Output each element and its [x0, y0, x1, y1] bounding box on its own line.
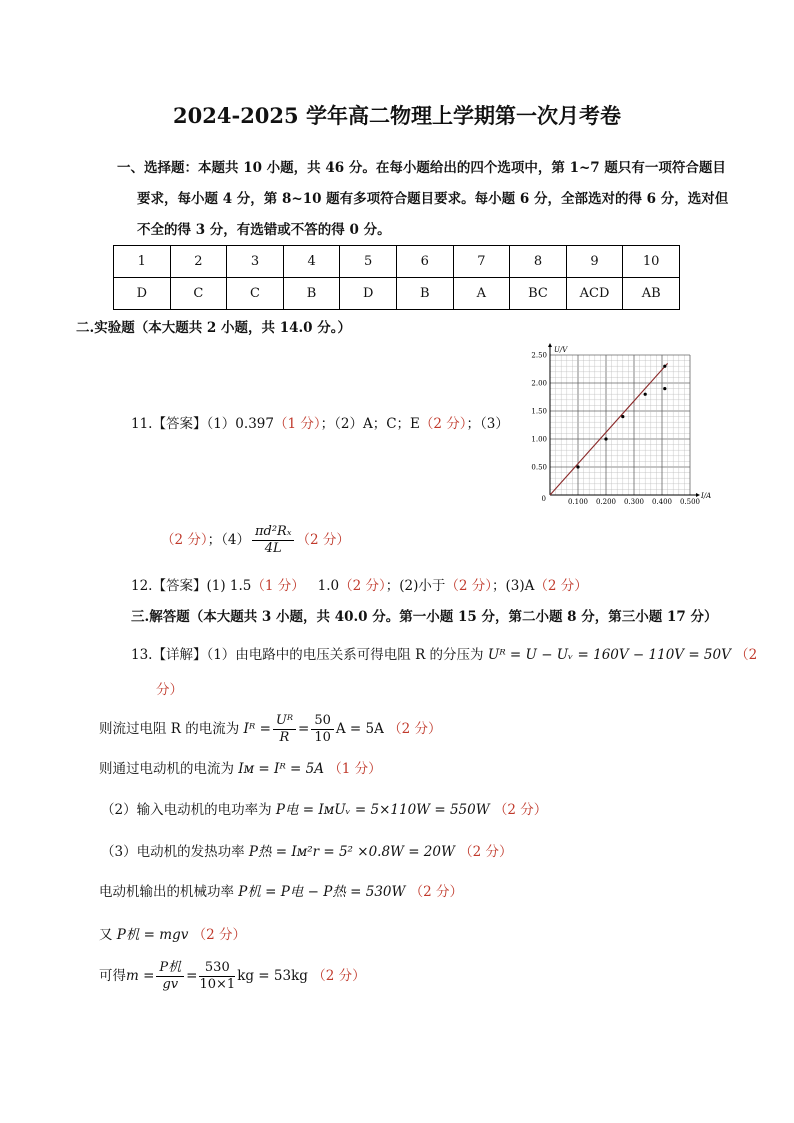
line-im-text: 则通过电动机的电流为	[99, 761, 234, 777]
table-cell: D	[340, 278, 397, 310]
section1-line2: 要求，每小题 4 分，第 8~10 题有多项符合题目要求。每小题 6 分，全部选对的得 6 分，选对但	[137, 191, 729, 207]
line-m: 可得m = $\frac{\text{P机}}{gv}$ = $\frac{530}{10\times 1}$ kg = 53kg （2 分）	[99, 960, 366, 992]
data-point	[604, 437, 607, 440]
q11-part4-line	[161, 524, 350, 557]
table-cell: D	[114, 278, 171, 310]
page-title: 2024-2025 学年高二物理上学期第一次月考卷	[173, 103, 621, 128]
y-tick-label: 0.50	[531, 463, 547, 472]
q13-intro-line	[131, 645, 757, 665]
u-i-chart	[528, 342, 712, 507]
line-ir-fraction2	[311, 713, 334, 746]
frac-denominator: gv	[162, 977, 179, 992]
table-cell: A	[453, 278, 510, 310]
q11-mid: ；（2）A；C；E	[320, 416, 420, 432]
table-cell: 5	[340, 246, 397, 278]
table-cell: 3	[227, 246, 284, 278]
table-cell: B	[396, 278, 453, 310]
q11-prefix: 11.【答案】（1）0.397	[131, 416, 274, 432]
q11-score2: （2 分）	[419, 416, 467, 432]
line-heat-text: （3）电动机的发热功率	[101, 844, 245, 860]
q11-frac-numerator: πd²Rₓ	[252, 524, 294, 541]
table-cell: BC	[510, 278, 567, 310]
table-cell: AB	[623, 278, 680, 310]
table-cell: 10	[623, 246, 680, 278]
data-point	[644, 393, 647, 396]
q11-part4-label: ；（4）	[207, 532, 250, 548]
q12-score2: （2 分）	[339, 578, 386, 594]
section3-heading: 三.解答题（本大题共 3 小题，共 40.0 分。第一小题 15 分，第二小题 8 分，第三小题 17 分）	[131, 609, 718, 625]
table-cell: C	[170, 278, 227, 310]
x-axis-arrow	[696, 493, 700, 497]
line-mech-eq: P机 = P电 − P热 = 530W	[238, 884, 406, 900]
line-ir-fraction1	[273, 713, 296, 746]
line-m-rhs: kg = 53kg	[237, 968, 308, 984]
line-p-score: （2 分）	[493, 802, 548, 818]
frac-numerator: Uᴿ	[273, 713, 296, 730]
y-tick-label: 2.50	[531, 351, 547, 360]
q11-tail: ；（3）	[466, 416, 509, 432]
line-m-lhs: m =	[126, 968, 155, 984]
answer-table-header-row	[114, 246, 680, 278]
section1-line3: 不全的得 3 分，有选错或不答的得 0 分。	[137, 222, 391, 238]
section2-heading: 二.实验题（本大题共 2 小题，共 14.0 分。）	[76, 320, 352, 336]
data-point	[621, 415, 624, 418]
q12-mid: ；(2)小于	[385, 578, 446, 594]
q12-score1: （1 分）	[251, 578, 305, 594]
table-cell: 9	[566, 246, 623, 278]
y-axis-label: U/V	[554, 346, 568, 354]
line-heat	[101, 842, 513, 862]
table-cell: C	[227, 278, 284, 310]
q12-score3: （2 分）	[445, 578, 493, 594]
frac-denominator: 10	[314, 730, 331, 745]
section1-line1: 一、选择题：本题共 10 小题，共 46 分。在每小题给出的四个选项中，第 1~7 题只有一项符合题目	[117, 160, 726, 176]
line-again-text: 又	[99, 927, 113, 943]
data-point	[576, 465, 579, 468]
origin-label: 0	[541, 495, 546, 503]
line-heat-score: （2 分）	[459, 844, 513, 860]
line-again-score: （2 分）	[192, 927, 247, 943]
table-cell: 1	[114, 246, 171, 278]
q11-answer-line	[131, 414, 509, 434]
line-ir-score: （2 分）	[388, 721, 442, 737]
line-heat-eq: P热 = Iᴍ²r = 5² ×0.8W = 20W	[248, 844, 455, 860]
table-cell: 4	[283, 246, 340, 278]
frac-denominator: 10×1	[199, 977, 236, 992]
line-ir-lhs: Iᴿ =	[243, 721, 271, 737]
data-point	[663, 365, 666, 368]
q12-part3: ；(3)A	[492, 578, 535, 594]
y-tick-label: 1.50	[531, 407, 547, 416]
table-cell: 6	[396, 246, 453, 278]
q13-eq1: Uᴿ = U − Uᵥ = 160V − 110V = 50V	[487, 647, 731, 663]
x-tick-label: 0.200	[595, 498, 617, 506]
table-cell: ACD	[566, 278, 623, 310]
line-mech	[99, 882, 463, 902]
q13-score1a: （2	[735, 647, 758, 663]
y-tick-label: 1.00	[531, 435, 547, 444]
line-again	[99, 925, 246, 945]
table-cell: 7	[453, 246, 510, 278]
frac-numerator: P机	[156, 960, 184, 977]
line-ir: 则流过电阻 R 的电流为 Iᴿ = $\frac{\text{Uᴿ}}{R}$ = $\frac{50}{10}$ A = 5A （2 分）	[99, 713, 442, 745]
q11-formula-fraction	[252, 524, 294, 557]
frac-numerator: 530	[199, 960, 235, 977]
answer-table	[113, 245, 680, 310]
line-im-score: （1 分）	[328, 761, 382, 777]
line-m-text: 可得	[99, 968, 126, 984]
q12-score4: （2 分）	[534, 578, 588, 594]
line-m-score: （2 分）	[312, 968, 366, 984]
x-tick-label: 0.500	[679, 498, 701, 506]
line-mech-text: 电动机输出的机械功率	[99, 884, 234, 900]
y-tick-label: 2.00	[531, 379, 547, 388]
answer-table-answer-row	[114, 278, 680, 310]
line-again-eq: P机 = mgv	[116, 927, 189, 943]
x-tick-label: 0.400	[651, 498, 673, 506]
q13-intro: 13.【详解】（1）由电路中的电压关系可得电阻 R 的分压为	[131, 647, 484, 663]
chart-grid	[550, 355, 690, 495]
q11-score4: （2 分）	[296, 532, 350, 548]
frac-denominator: R	[279, 730, 290, 745]
q11-score1: （1 分）	[273, 416, 321, 432]
line-p-text: （2）输入电动机的电功率为	[101, 802, 272, 818]
q12-val2: 1.0	[317, 578, 340, 594]
data-point	[663, 387, 666, 390]
table-cell: 8	[510, 246, 567, 278]
x-axis-label: I/A	[701, 492, 712, 500]
q12-prefix: 12.【答案】(1) 1.5	[131, 578, 252, 594]
y-axis-arrow	[548, 343, 552, 347]
line-mech-score: （2 分）	[409, 884, 464, 900]
line-im-eq: Iᴍ = Iᴿ = 5A	[238, 761, 324, 777]
line-p-eq: P电 = IᴍUᵥ = 5×110W = 550W	[275, 802, 490, 818]
line-ir-text: 则流过电阻 R 的电流为	[99, 721, 240, 737]
q13-score1b: 分）	[156, 682, 183, 698]
line-m-fraction2	[199, 960, 235, 993]
table-cell: 2	[170, 246, 227, 278]
q11-score3: （2 分）	[161, 532, 208, 548]
x-tick-label: 0.300	[623, 498, 645, 506]
q12-answer-line	[131, 576, 588, 596]
line-m-fraction1	[156, 960, 184, 993]
line-im	[99, 759, 382, 779]
line-ir-rhs: A = 5A	[335, 721, 384, 737]
table-cell: B	[283, 278, 340, 310]
line-p	[101, 800, 547, 820]
q11-frac-denominator: 4L	[264, 541, 282, 556]
frac-numerator: 50	[311, 713, 334, 730]
x-tick-label: 0.100	[567, 498, 589, 506]
